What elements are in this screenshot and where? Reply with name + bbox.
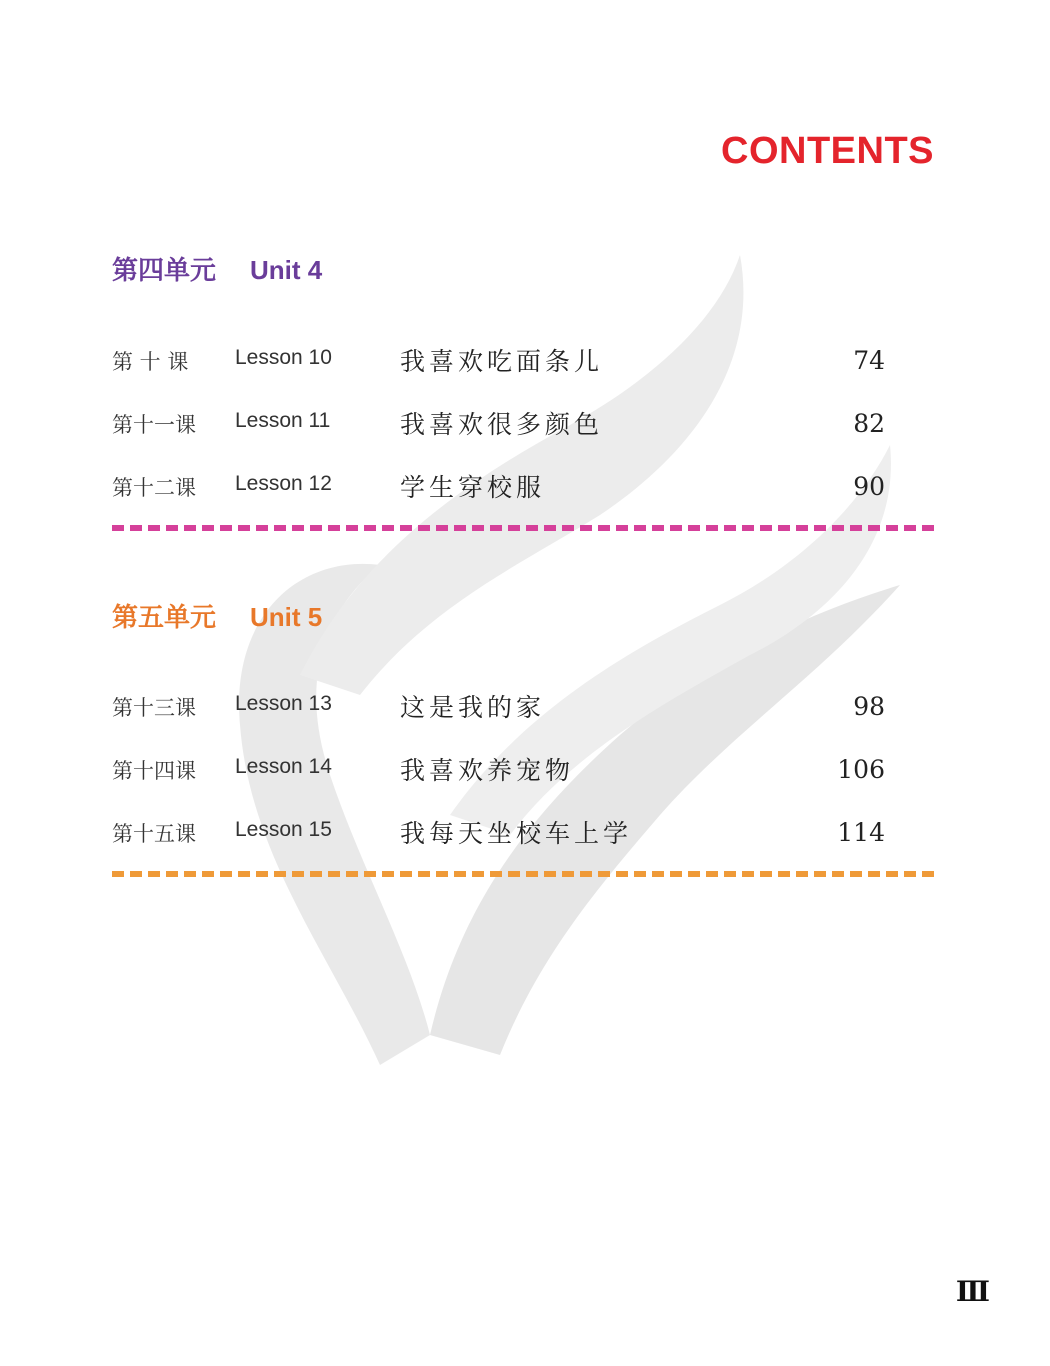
unit-heading — [112, 597, 322, 634]
unit-heading-cn: 第五单元 — [112, 603, 217, 633]
folio: Ⅲ — [955, 1275, 990, 1308]
toc-entry[interactable] — [112, 464, 887, 504]
toc-entry[interactable] — [112, 401, 887, 441]
page-number: 98 — [853, 692, 885, 721]
lesson-label: Lesson 12 — [235, 472, 332, 495]
lesson-title: 我喜欢养宠物 — [400, 756, 575, 785]
lesson-number: 第十二课 — [112, 476, 196, 500]
lesson-label: Lesson 15 — [235, 818, 332, 841]
lesson-title: 学生穿校服 — [400, 473, 546, 502]
section-divider — [112, 871, 934, 877]
lesson-number: 第十四课 — [112, 759, 196, 783]
lesson-title: 这是我的家 — [400, 693, 546, 722]
lesson-number: 第十五课 — [112, 822, 196, 846]
toc-entry[interactable] — [112, 338, 887, 378]
unit-heading-en: Unit 5 — [250, 602, 323, 632]
unit-heading — [112, 250, 322, 287]
lesson-label: Lesson 13 — [235, 692, 332, 715]
page-number: 106 — [837, 755, 885, 784]
lesson-label: Lesson 14 — [235, 755, 332, 778]
section-divider — [112, 525, 934, 531]
page-number: 90 — [853, 472, 885, 501]
page-number: 82 — [853, 409, 885, 438]
toc-entry[interactable] — [112, 810, 887, 850]
unit-heading-cn: 第四单元 — [112, 256, 217, 286]
lesson-number: 第 十 课 — [112, 350, 189, 374]
lesson-number: 第十一课 — [112, 413, 196, 437]
page-title: CONTENTS — [721, 130, 934, 172]
lesson-title: 我喜欢吃面条儿 — [400, 347, 604, 376]
lesson-number: 第十三课 — [112, 696, 196, 720]
toc-entry[interactable] — [112, 747, 887, 787]
page-number: 114 — [837, 818, 885, 847]
lesson-title: 我每天坐校车上学 — [400, 819, 633, 848]
lesson-label: Lesson 11 — [235, 409, 331, 432]
page-number: 74 — [853, 346, 885, 375]
swan-icon — [100, 255, 945, 1100]
lesson-title: 我喜欢很多颜色 — [400, 410, 604, 439]
unit-heading-en: Unit 4 — [250, 255, 323, 285]
toc-entry[interactable] — [112, 684, 887, 724]
lesson-label: Lesson 10 — [235, 346, 332, 369]
